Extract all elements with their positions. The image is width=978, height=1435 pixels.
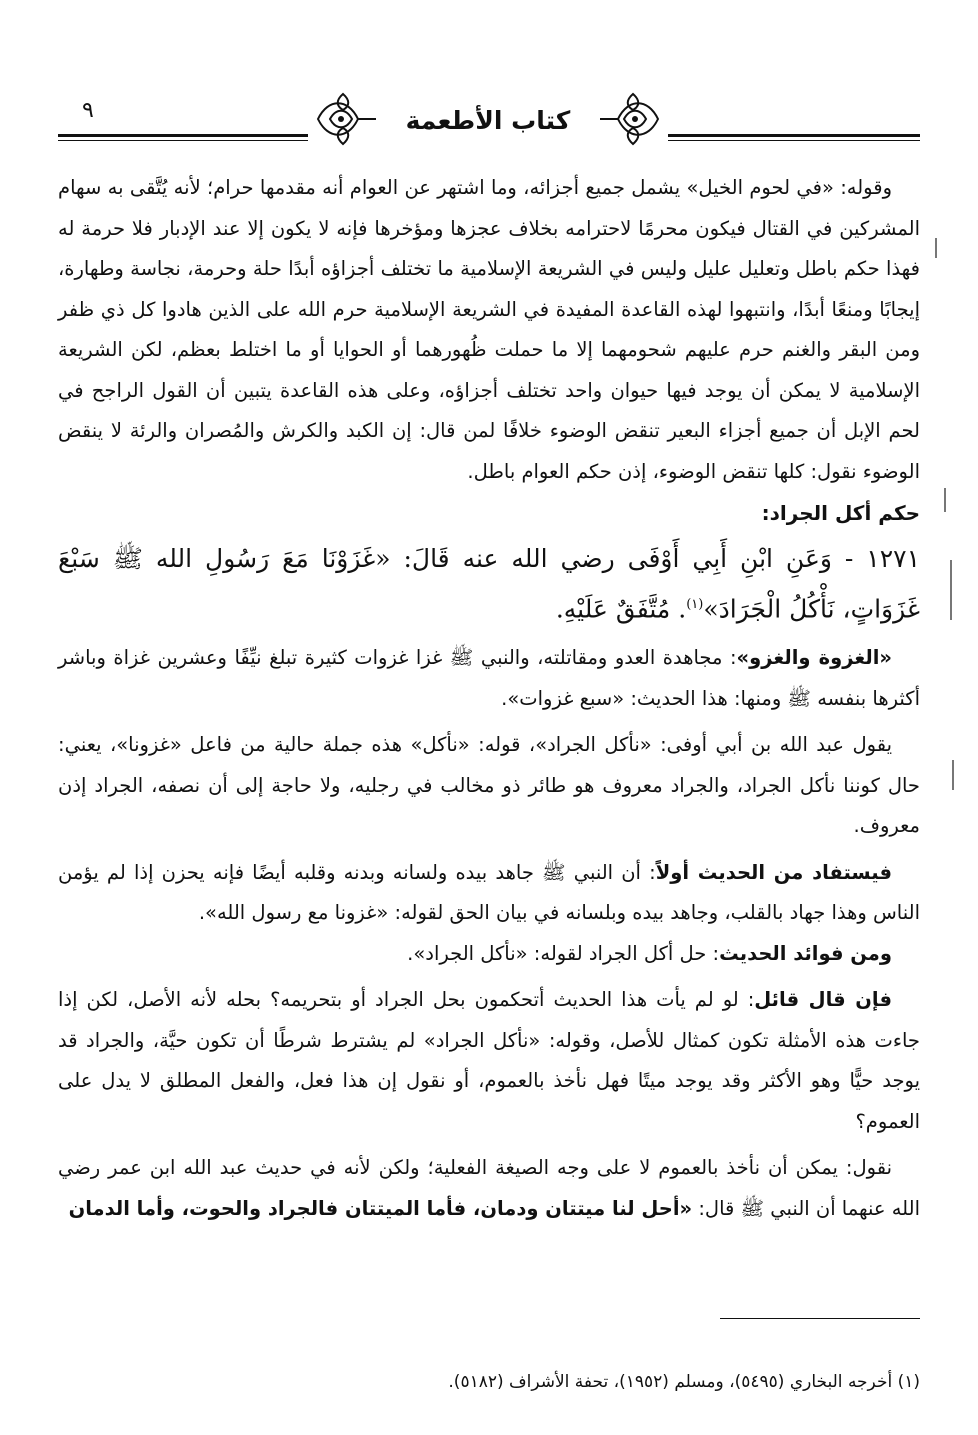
scan-edge-mark [935, 238, 937, 258]
title-cartouche [308, 86, 668, 152]
footnote-ref: (١) [686, 597, 704, 612]
left-ornament-icon [308, 88, 378, 150]
bold-term: «الغزوة والغزو» [736, 646, 892, 670]
scan-edge-mark [950, 560, 952, 620]
paragraph-answer [58, 1148, 920, 1229]
paragraph-text: يقول عبد الله بن أبي أوفى: «نأكل الجراد»، قوله: «نأكل» هذه جملة حالية من فاعل «غزونا»، يعني: حال كوننا نأكل الجراد، والجراد معروف هو طائر ذو مخالب في رجليه، ولا حاجة إلى أن نصفه، الجراد إذن معروف. [58, 733, 920, 838]
bold-quote: «أحل لنا ميتتان ودمان، فأما الميتتان فالجراد والحوت، وأما الدمان [68, 1196, 693, 1220]
paragraph-explanation [58, 725, 920, 847]
paragraph-benefit-2 [58, 934, 920, 975]
paragraph-horse-meat [58, 168, 920, 492]
footnote-divider [720, 1318, 920, 1319]
page-header [58, 86, 920, 152]
page-body [58, 168, 920, 1278]
bold-term: فيستفاد من الحديث أولاً [655, 860, 892, 884]
section-heading: حكم أكل الجراد: [761, 501, 920, 525]
paragraph-text: : مجاهدة العدو ومقاتلته، والنبي ﷺ غزا غزوات كثيرة تبلغ نيِّفًا وعشرين غزاة وباشر أكثرها بنفسه ﷺ ومنها: هذا الحديث: «سبع غزوات». [58, 646, 920, 710]
hadith-text [58, 536, 920, 632]
paragraph-text: : حل أكل الجراد لقوله: «نأكل الجراد». [407, 941, 720, 965]
hadith-source: . مُتَّفَقٌ عَلَيْهِ. [555, 594, 687, 624]
page-number: ٩ [78, 98, 126, 123]
book-title: كتاب الأطعمة [405, 106, 571, 135]
paragraph-question [58, 980, 920, 1142]
hadith-body: ١٢٧١ - وَعَنِ ابْنِ أَبِي أَوْفَى رضي الله عنه قَالَ: «غَزَوْنَا مَعَ رَسُولِ الله ﷺ سَبْعَ غَزَوَاتٍ، نَأْكُلُ الْجَرَادَ» [58, 544, 920, 624]
scan-edge-mark [944, 488, 946, 512]
footnote: (١) أخرجه البخاري (٥٤٩٥)، ومسلم (١٩٥٢)، تحفة الأشراف (٥١٨٢). [448, 1372, 920, 1392]
bold-term: فإن قال قائل [754, 988, 892, 1012]
paragraph-text: وقوله: «في لحوم الخيل» يشمل جميع أجزائه، وما اشتهر عن العوام أنه مقدمها حرام؛ لأنه يُتَّقى به سهام المشركين في القتال فيكون محرمًا لاحترامه بخلاف عجزها ومؤخرها فإنه لا يكون إلا عند الإدبار فلا حرمة له فهذا حكم باطل وتعليل عليل وليس في الشريعة الإسلامية ما تختلف أجزاؤه أبدًا حلة وحرمة، نجاسة وطهارة، إيجابًا ومنعًا أبدًا، وانتبهوا لهذه القاعدة المفيدة في الشريعة الإسلامية حرم الله على الذين هادوا كل ذي ظفر ومن البقر والغنم حرم عليهم شحومهما إلا ما حملت ظُهورهما أو الحوايا أو ما اختلط بعظم، لكن الشريعة الإسلامية لا يمكن أن يوجد فيها حيوان واحد تختلف أجزاؤه، وعلى هذه القاعدة يتبين أن القول الراجح في لحم الإبل أن جميع أجزاء البعير تنقض الوضوء خلافًا لمن قال: إن الكبد والكرش والمُصران والرئة لا ينقض الوضوء نقول: كلها تنقض الوضوء، إذن حكم العوام باطل. [58, 176, 920, 483]
right-ornament-icon [598, 88, 668, 150]
paragraph-ghazwa [58, 638, 920, 719]
scan-edge-mark [952, 760, 954, 790]
paragraph-text: : أن النبي ﷺ جاهد بيده ولسانه وبدنه وقلبه أيضًا فإنه يحزن إذا لم يؤمن الناس وهذا جهاد بالقلب، وجاهد بيده وبلسانه في بيان الحق لقوله: «غزونا مع رسول الله». [58, 860, 920, 925]
paragraph-text: : لو لم يأت هذا الحديث أتحكمون بحل الجراد أو بتحريمه؟ بحله لأنه الأصل، لكن إذا جاءت هذه الأمثلة تكون كمثال للأصل، وقوله: «نأكل الجراد» لم يشترط شرطًا أن تكون حيَّة، والجراد قد يوجد حيًّا وهو الأكثر وقد يوجد ميتًا فهل نأخذ بالعموم، أو نقول إن هذا فعل، والفعل المطلق لا يدل على العموم؟ [58, 988, 920, 1133]
paragraph-text: نقول: يمكن أن نأخذ بالعموم لا على وجه الصيغة الفعلية؛ ولكن لأنه في حديث عبد الله ابن عمر رضي الله عنهما أن النبي ﷺ قال: [58, 1156, 920, 1220]
bold-term: ومن فوائد الحديث [719, 941, 892, 965]
paragraph-benefit-1 [58, 853, 920, 934]
